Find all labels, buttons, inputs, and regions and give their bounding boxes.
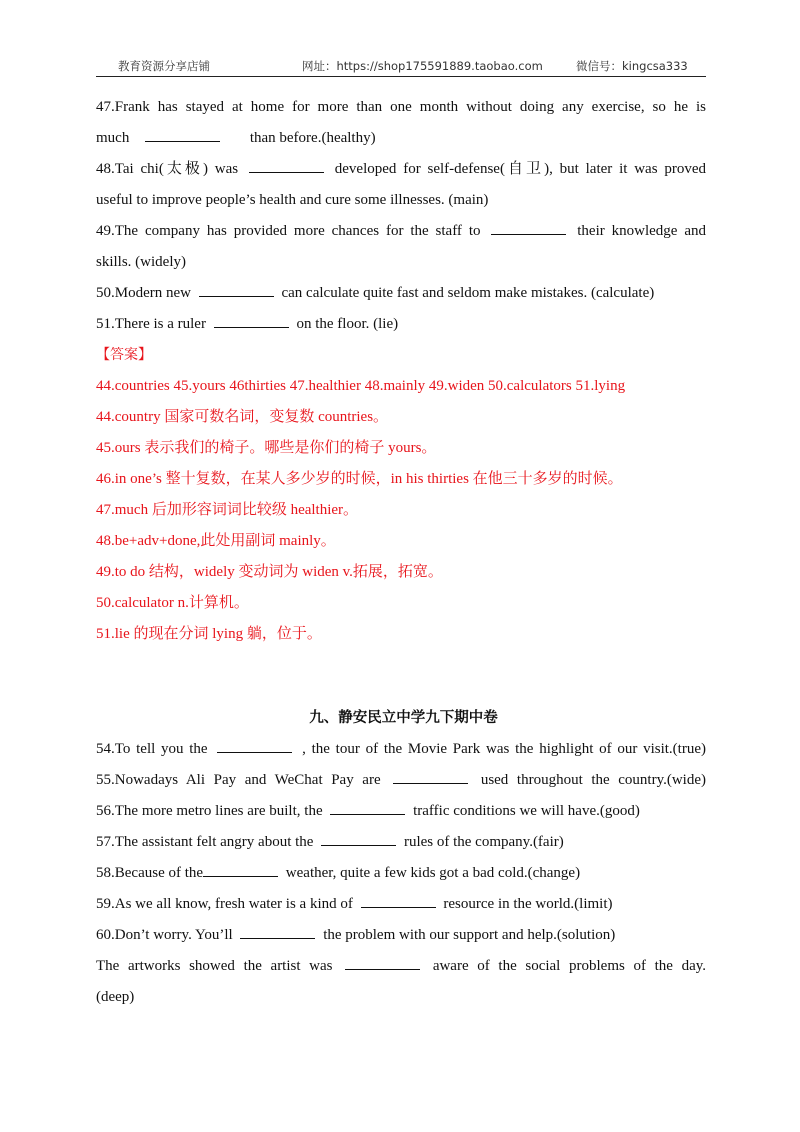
question-48-line1 [96, 154, 706, 185]
section-title: 九、静安民立中学九下期中卷 [309, 710, 498, 726]
question-49-line2: skills. (widely) [96, 254, 186, 270]
question-51 [96, 309, 706, 340]
question-text: 55.Nowadays Ali Pay and WeChat Pay are [96, 772, 381, 788]
question-49-line1 [96, 216, 706, 247]
answer-blank [393, 771, 468, 784]
answer-blank [345, 957, 420, 970]
answer-line: 44.countries 45.yours 46thirties 47.healthier 48.mainly 49.widen 50.calculators 51.lying [96, 378, 626, 394]
question-61-line2: (deep) [96, 989, 135, 1005]
answer-line: 50.calculator n.计算机。 [96, 595, 249, 611]
answer-blank [249, 160, 324, 173]
question-text: can calculate quite fast and seldom make mistakes. (calculate) [281, 285, 655, 301]
answer-blank [491, 222, 566, 235]
question-text: much [96, 130, 130, 146]
question-text: 57.The assistant felt angry about the [96, 834, 314, 850]
question-text: weather, quite a few kids got a bad cold.(change) [285, 865, 581, 881]
answer-blank [217, 740, 292, 753]
answer-blank [203, 864, 278, 877]
question-55 [96, 765, 706, 796]
question-text: on the floor. (lie) [296, 316, 399, 332]
question-text: 58.Because of the [96, 865, 204, 881]
question-text: 48.Tai chi(太极) was [96, 161, 239, 177]
question-60 [96, 920, 706, 951]
question-text: aware of the social problems of the day. [432, 958, 707, 974]
question-56 [96, 796, 706, 827]
question-text: 56.The more metro lines are built, the [96, 803, 323, 819]
question-text: rules of the company.(fair) [403, 834, 564, 850]
answer-line: 47.much 后加形容词词比较级 healthier。 [96, 502, 359, 518]
header-shop-name: 教育资源分享店铺 [118, 59, 210, 73]
document-body [96, 92, 706, 1013]
question-47-line2 [96, 123, 706, 154]
question-47-line1: 47.Frank has stayed at home for more than one month without doing any exercise, so he is [96, 99, 706, 115]
question-text: used throughout the country.(wide) [480, 772, 706, 788]
question-59 [96, 889, 706, 920]
answer-line: 45.ours 表示我们的椅子。哪些是你们的椅子 yours。 [96, 440, 437, 456]
header-wechat: 微信号：kingcsa333 [576, 59, 688, 73]
answer-blank [330, 802, 405, 815]
question-text: 54.To tell you the [96, 741, 208, 757]
answer-blank [214, 315, 289, 328]
question-text: the problem with our support and help.(solution) [323, 927, 616, 943]
answer-blank [199, 284, 274, 297]
answer-line: 49.to do 结构，widely 变动词为 widen v.拓展，拓宽。 [96, 564, 443, 580]
question-text: 49.The company has provided more chances for the staff to [96, 223, 481, 239]
answer-line: 51.lie 的现在分词 lying 躺，位于。 [96, 626, 322, 642]
question-text: 51.There is a ruler [96, 316, 206, 332]
answer-blank [321, 833, 396, 846]
answer-line: 48.be+adv+done,此处用副词 mainly。 [96, 533, 336, 549]
question-50 [96, 278, 706, 309]
question-text: 59.As we all know, fresh water is a kind of [96, 896, 353, 912]
answer-line: 46.in one’s 整十复数，在某人多少岁的时候，in his thirties 在他三十多岁的时候。 [96, 471, 623, 487]
question-text: 50.Modern new [96, 285, 191, 301]
answer-blank [240, 926, 315, 939]
question-48-line2: useful to improve people’s health and cure some illnesses. (main) [96, 192, 489, 208]
page-header [96, 56, 706, 77]
header-url: 网址：https://shop175591889.taobao.com [302, 59, 543, 73]
answer-line: 44.country 国家可数名词，变复数 countries。 [96, 409, 389, 425]
question-text: 60.Don’t worry. You’ll [96, 927, 233, 943]
question-text: their knowledge and [577, 223, 706, 239]
question-54 [96, 734, 706, 765]
question-text: traffic conditions we will have.(good) [413, 803, 640, 819]
question-text: , the tour of the Movie Park was the highlight of our visit.(true) [302, 741, 706, 757]
answer-blank [145, 129, 220, 142]
question-text: resource in the world.(limit) [443, 896, 613, 912]
question-text: than before.(healthy) [249, 130, 376, 146]
question-57 [96, 827, 706, 858]
question-61-line1 [96, 951, 706, 982]
answer-blank [361, 895, 436, 908]
answers-heading: 【答案】 [96, 347, 152, 363]
question-text: The artworks showed the artist was [96, 958, 333, 974]
question-text: developed for self-defense(自卫), but later it was proved [334, 161, 707, 177]
question-58 [96, 858, 706, 889]
